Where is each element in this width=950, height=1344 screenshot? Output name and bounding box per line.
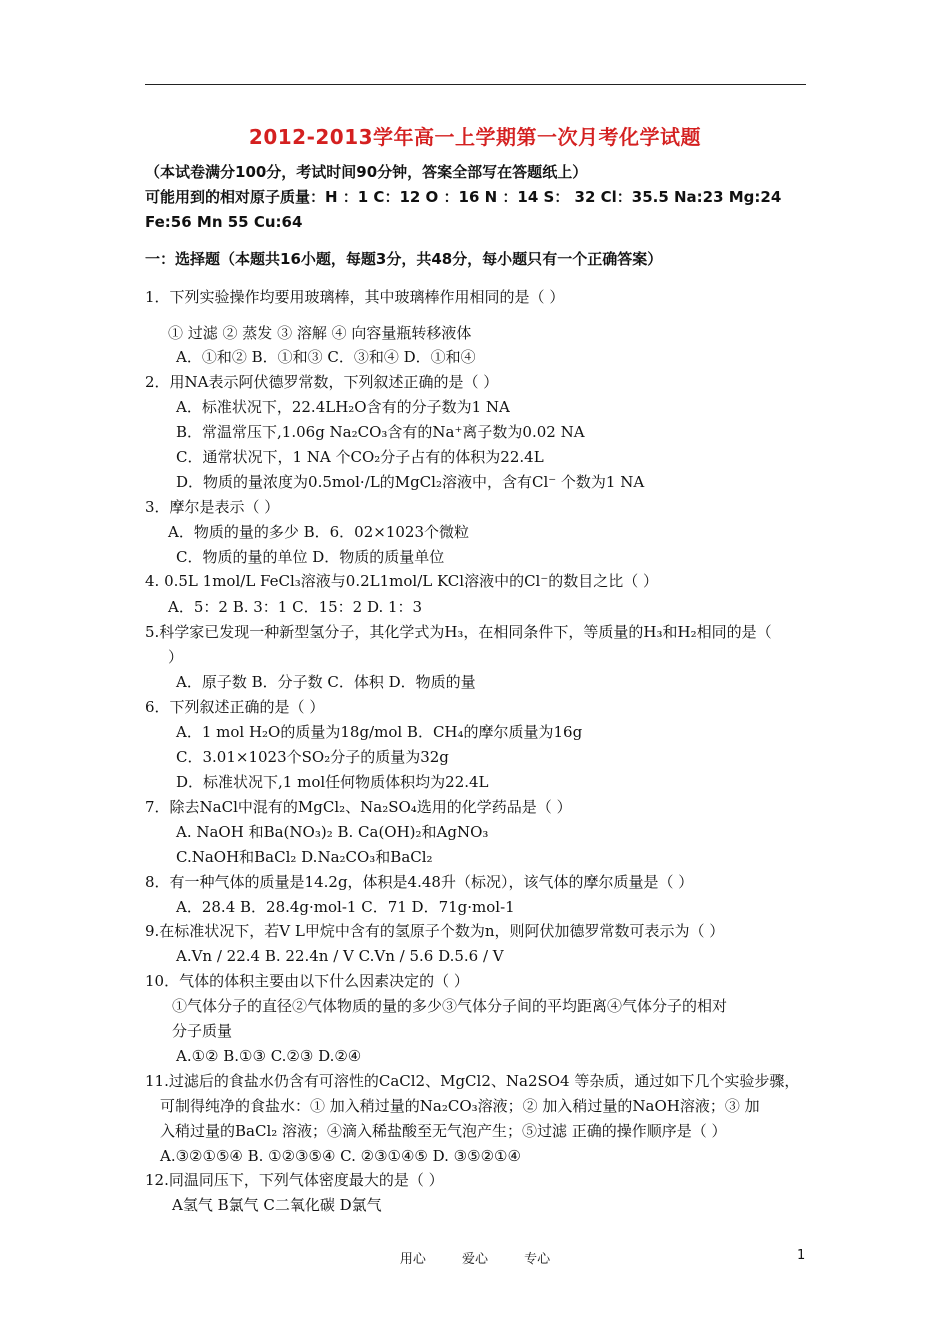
question-10: 10．气体的体积主要由以下什么因素决定的（ ） — [145, 972, 469, 990]
q2-option-b: B．常温常压下,1.06g Na₂CO₃含有的Na⁺离子数为0.02 NA — [176, 423, 585, 441]
question-11-cont-2: 入稍过量的BaCl₂ 溶液；④滴入稀盐酸至无气泡产生；⑤过滤 正确的操作顺序是（ ） — [160, 1122, 727, 1140]
q2-option-a: A．标准状况下，22.4LH₂O含有的分子数为1 NA — [176, 398, 510, 416]
exam-title: 2012-2013学年高一上学期第一次月考化学试题 — [248, 125, 702, 149]
footer-word-1: 用心 — [399, 1252, 426, 1267]
q7-options-cd: C.NaOH和BaCl₂ D.Na₂CO₃和BaCl₂ — [176, 848, 433, 866]
question-3: 3．摩尔是表示（ ） — [145, 498, 280, 516]
footer-motto — [0, 1248, 950, 1267]
q10-factors-cont: 分子质量 — [172, 1022, 233, 1040]
q5-options: A．原子数 B．分子数 C．体积 D．物质的量 — [176, 673, 476, 691]
q1-options: A．①和② B．①和③ C．③和④ D．①和④ — [176, 348, 476, 366]
question-1: 1．下列实验操作均要用玻璃棒，其中玻璃棒作用相同的是（ ） — [145, 288, 565, 306]
q3-options-cd: C．物质的量的单位 D．物质的质量单位 — [176, 548, 445, 566]
q8-options: A．28.4 B．28.4g·mol-1 C．71 D．71g·mol-1 — [176, 898, 515, 916]
question-5-cont: ） — [168, 648, 184, 666]
atomic-masses-line-1: 可能用到的相对原子质量：H ：1 C：12 O ：16 N ：14 S： 32 Cl：35.5 Na:23 Mg:24 — [145, 188, 782, 206]
section-heading: 一：选择题（本题共16小题，每题3分，共48分，每小题只有一个正确答案） — [145, 250, 663, 268]
page-number: 1 — [797, 1248, 806, 1263]
q11-options: A.③②①⑤④ B. ①②③⑤④ C. ②③①④⑤ D. ③⑤②①④ — [160, 1147, 521, 1165]
question-7: 7．除去NaCl中混有的MgCl₂、Na₂SO₄选用的化学药品是（ ） — [145, 798, 572, 816]
q7-options-ab: A. NaOH 和Ba(NO₃)₂ B. Ca(OH)₂和AgNO₃ — [176, 823, 489, 841]
question-6: 6．下列叙述正确的是（ ） — [145, 698, 325, 716]
q10-options: A.①② B.①③ C.②③ D.②④ — [176, 1047, 362, 1065]
q6-option-d: D．标准状况下,1 mol任何物质体积均为22.4L — [176, 773, 489, 791]
question-2: 2．用NA表示阿伏德罗常数，下列叙述正确的是（ ） — [145, 373, 499, 391]
q6-option-c: C．3.01×1023个SO₂分子的质量为32g — [176, 748, 449, 766]
q4-options: A．5：2 B. 3：1 C．15：2 D. 1：3 — [168, 598, 423, 616]
footer-word-2: 爱心 — [461, 1252, 488, 1267]
question-12: 12.同温同压下，下列气体密度最大的是（ ） — [145, 1171, 444, 1189]
atomic-masses-line-2: Fe:56 Mn 55 Cu:64 — [145, 213, 303, 231]
question-11-cont-1: 可制得纯净的食盐水：① 加入稍过量的Na₂CO₃溶液；② 加入稍过量的NaOH溶液；③ 加 — [160, 1097, 760, 1115]
exam-note: （本试卷满分100分，考试时间90分钟，答案全部写在答题纸上） — [145, 163, 588, 181]
header-rule — [145, 84, 806, 85]
question-9: 9.在标准状况下，若V L甲烷中含有的氢原子个数为n，则阿伏加德罗常数可表示为（ ） — [145, 922, 725, 940]
q6-options-ab: A．1 mol H₂O的质量为18g/mol B．CH₄的摩尔质量为16g — [176, 723, 583, 741]
q9-options: A.Vn / 22.4 B. 22.4n / V C.Vn / 5.6 D.5.6 / V — [176, 947, 504, 965]
q3-options-ab: A．物质的量的多少 B．6．02×1023个微粒 — [168, 523, 469, 541]
q10-factors: ①气体分子的直径②气体物质的量的多少③气体分子间的平均距离④气体分子的相对 — [172, 997, 728, 1015]
q2-option-c: C．通常状况下，1 NA 个CO₂分子占有的体积为22.4L — [176, 448, 544, 466]
question-4: 4. 0.5L 1mol/L FeCl₃溶液与0.2L1mol/L KCl溶液中的Cl⁻的数目之比（ ） — [145, 572, 659, 590]
q1-items: ① 过滤 ② 蒸发 ③ 溶解 ④ 向容量瓶转移液体 — [168, 324, 472, 342]
question-5: 5.科学家已发现一种新型氢分子，其化学式为H₃，在相同条件下，等质量的H₃和H₂相同的是（ — [145, 623, 772, 641]
footer-word-3: 专心 — [524, 1252, 551, 1267]
q12-options: A氢气 B氯气 C二氧化碳 D氯气 — [172, 1196, 382, 1214]
question-11: 11.过滤后的食盐水仍含有可溶性的CaCl2、MgCl2、Na2SO4 等杂质，通过如下几个实验步骤， — [145, 1072, 800, 1090]
q2-option-d: D．物质的量浓度为0.5mol·/L的MgCl₂溶液中，含有Cl⁻ 个数为1 NA — [176, 473, 645, 491]
question-8: 8．有一种气体的质量是14.2g，体积是4.48升（标况），该气体的摩尔质量是（ ） — [145, 873, 694, 891]
